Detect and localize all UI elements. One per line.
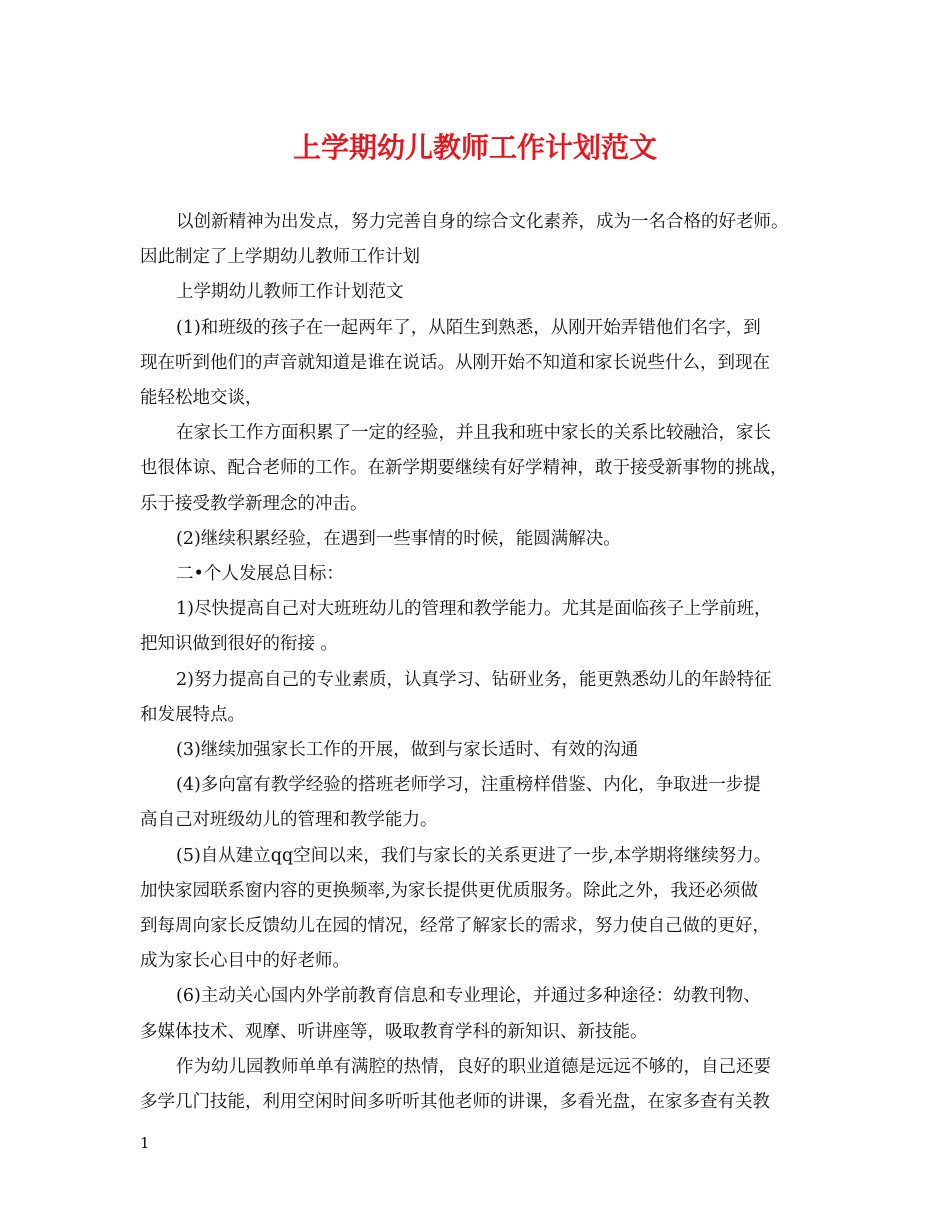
paragraph: [140, 592, 840, 662]
paragraph: [140, 205, 840, 275]
paragraph: [140, 1050, 840, 1120]
page-number: 1: [140, 1134, 150, 1152]
document-body: [140, 205, 840, 1120]
paragraph-line: 和发展特点。: [140, 704, 245, 725]
paragraph: [140, 275, 840, 310]
paragraph-line: (5)自从建立qq空间以来，我们与家长的关系更进了一步,本学期将继续努力。: [176, 845, 772, 866]
paragraph-line: (6)主动关心国内外学前教育信息和专业理论，并通过多种途径：幼教刊物、: [176, 986, 761, 1007]
paragraph: [140, 522, 840, 557]
paragraph-line: 在家长工作方面积累了一定的经验，并且我和班中家长的关系比较融洽，家长: [176, 423, 771, 444]
paragraph-line: 多学几门技能，利用空闲时间多听听其他老师的讲课，多看光盘，在家多查有关教: [140, 1092, 770, 1113]
paragraph: [140, 768, 840, 838]
paragraph-line: 二•个人发展总目标：: [176, 564, 344, 585]
paragraph: [140, 979, 840, 1049]
paragraph-line: (1)和班级的孩子在一起两年了，从陌生到熟悉，从刚开始弄错他们名字，到: [176, 317, 761, 338]
paragraph: [140, 557, 840, 592]
paragraph: [140, 733, 840, 768]
paragraph-line: (3)继续加强家长工作的开展，做到与家长适时、有效的沟通: [176, 740, 639, 761]
paragraph: [140, 663, 840, 733]
document-title: 上学期幼儿教师工作计划范文: [292, 131, 657, 164]
paragraph-line: (2)继续积累经验，在遇到一些事情的时候，能圆满解决。: [176, 528, 621, 549]
paragraph: [140, 311, 840, 417]
paragraph-line: 到每周向家长反馈幼儿在园的情况，经常了解家长的需求，努力使自己做的更好，: [140, 916, 770, 937]
paragraph-line: 上学期幼儿教师工作计划范文: [176, 282, 404, 303]
paragraph-line: 1)尽快提高自己对大班班幼儿的管理和教学能力。尤其是面临孩子上学前班，: [176, 599, 772, 620]
paragraph-line: 加快家园联系窗内容的更换频率,为家长提供更优质服务。除此之外，我还必须做: [140, 880, 759, 901]
paragraph-line: 成为家长心目中的好老师。: [140, 951, 350, 972]
paragraph-line: 现在听到他们的声音就知道是谁在说话。从刚开始不知道和家长说些什么，到现在: [140, 352, 770, 373]
paragraph-line: 乐于接受教学新理念的冲击。: [140, 493, 368, 514]
paragraph-line: 把知识做到很好的衔接 。: [140, 634, 339, 655]
paragraph-line: 以创新精神为出发点，努力完善自身的综合文化素养，成为一名合格的好老师。: [176, 212, 789, 232]
paragraph: [140, 839, 840, 980]
paragraph: [140, 416, 840, 522]
paragraph-line: (4)多向富有教学经验的搭班老师学习，注重榜样借鉴、内化，争取进一步提: [176, 775, 761, 796]
paragraph-line: 2)努力提高自己的专业素质，认真学习、钻研业务，能更熟悉幼儿的年龄特征: [176, 669, 772, 690]
paragraph-line: 能轻松地交谈，: [140, 388, 263, 409]
paragraph-line: 也很体谅、配合老师的工作。在新学期要继续有好学精神，敢于接受新事物的挑战，: [140, 458, 788, 479]
paragraph-line: 作为幼儿园教师单单有满腔的热情，良好的职业道德是远远不够的，自己还要: [176, 1056, 771, 1077]
paragraph-line: 多媒体技术、观摩、听讲座等，吸取教育学科的新知识、新技能。: [140, 1021, 648, 1042]
paragraph-line: 高自己对班级幼儿的管理和教学能力。: [140, 810, 438, 831]
paragraph-line: 因此制定了上学期幼儿教师工作计划: [140, 247, 420, 268]
